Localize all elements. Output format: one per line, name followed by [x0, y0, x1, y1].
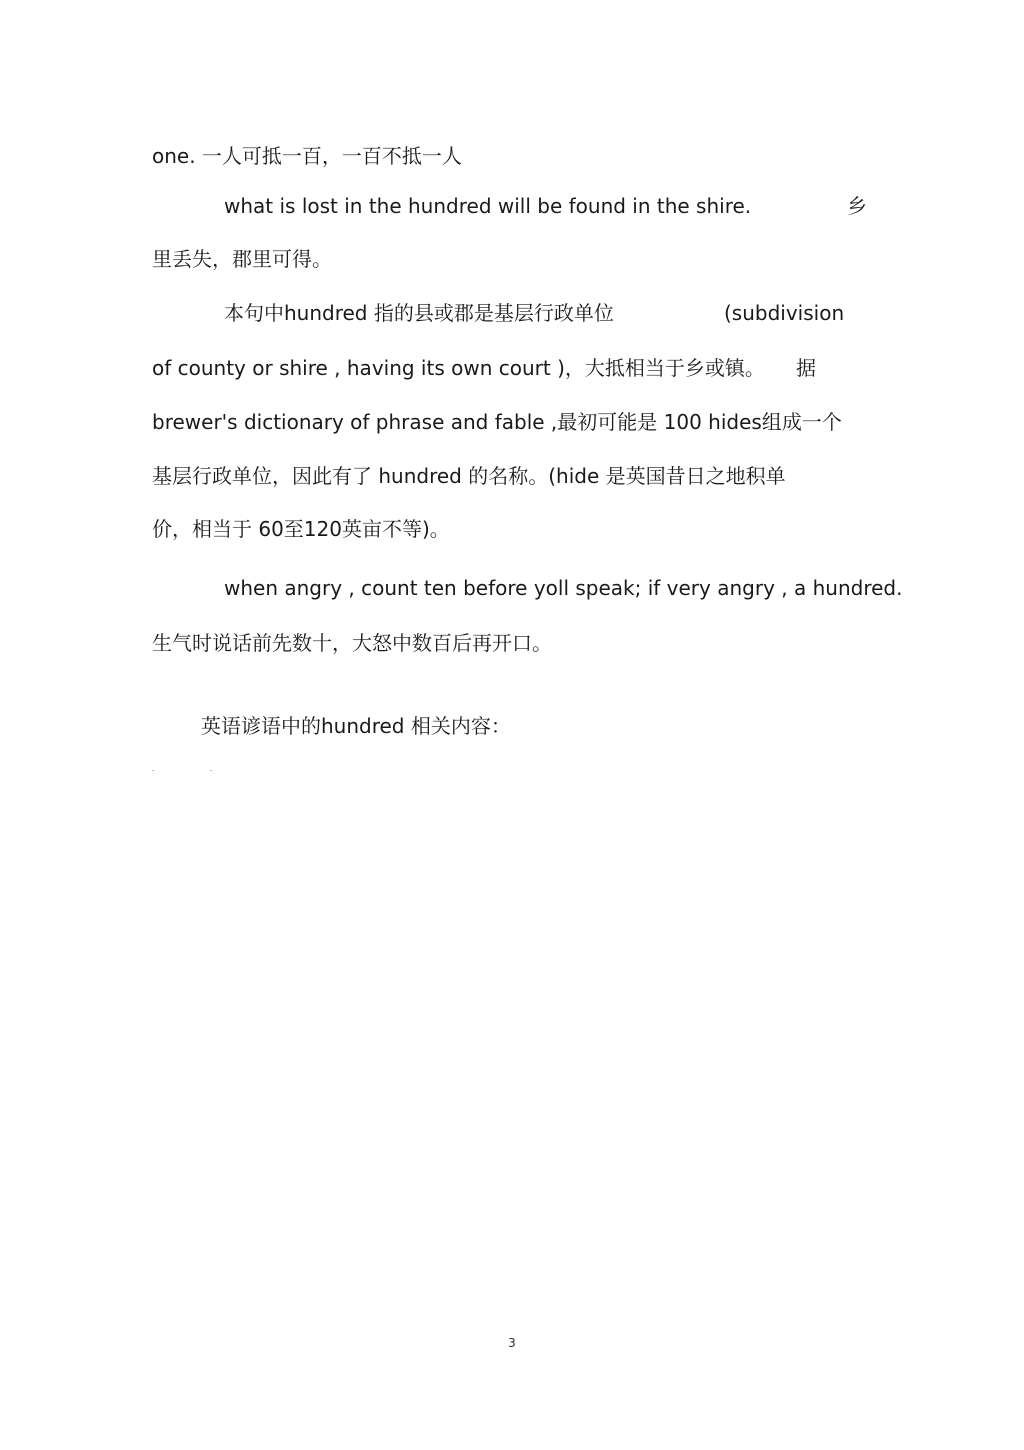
- text-line-4: 本句中hundred 指的县或郡是基层行政单位: [224, 301, 614, 325]
- text-line-5-tail: 据: [796, 356, 816, 380]
- text-line-10: 生气时说话前先数十，大怒中数百后再开口。: [152, 631, 552, 655]
- text-line-7: 基层行政单位，因此有了 hundred 的名称。(hide 是英国昔日之地积单: [152, 464, 786, 488]
- text-line-6: brewer's dictionary of phrase and fable ,最初可能是 100 hides组成一个: [152, 410, 842, 434]
- section-heading: 英语谚语中的hundred 相关内容：: [201, 714, 511, 738]
- scan-speck: [152, 770, 154, 771]
- text-line-1: one. 一人可抵一百，一百不抵一人: [152, 144, 462, 168]
- page-number: 3: [508, 1336, 516, 1350]
- scan-speck: [210, 770, 212, 771]
- text-line-9: when angry , count ten before yoll speak; if very angry , a hundred.: [224, 576, 903, 600]
- text-line-3: 里丢失，郡里可得。: [152, 247, 332, 271]
- text-line-5: of county or shire , having its own court )，大抵相当于乡或镇。: [152, 356, 765, 380]
- text-line-2-tail: 乡: [847, 194, 867, 218]
- text-line-2: what is lost in the hundred will be found in the shire.: [224, 194, 752, 218]
- text-line-8: 价，相当于 60至120英亩不等)。: [152, 517, 450, 541]
- text-line-4-tail: (subdivision: [724, 301, 845, 325]
